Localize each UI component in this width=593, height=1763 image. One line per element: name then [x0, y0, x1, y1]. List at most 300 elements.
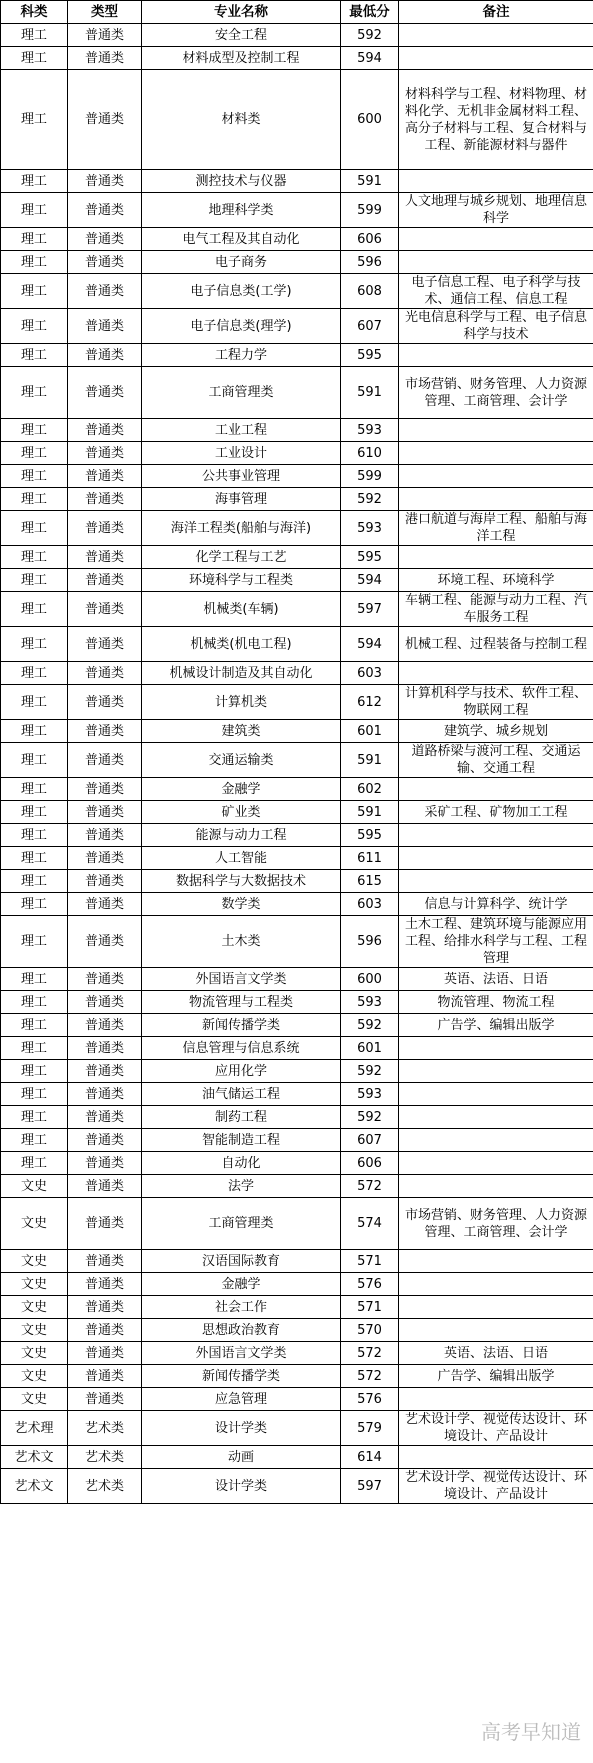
- cell-type: 普通类: [68, 367, 142, 419]
- table-row: [1, 1342, 593, 1365]
- cell-type: 普通类: [68, 1083, 142, 1106]
- table-row: [1, 1365, 593, 1388]
- cell-category: 理工: [1, 592, 68, 627]
- cell-remarks: [399, 1037, 593, 1060]
- cell-remarks: [399, 870, 593, 893]
- cell-remarks: [399, 778, 593, 801]
- cell-remarks: [399, 1083, 593, 1106]
- cell-remarks: 车辆工程、能源与动力工程、汽车服务工程: [399, 592, 593, 627]
- table-row: [1, 70, 593, 170]
- cell-min-score: 593: [341, 419, 399, 442]
- cell-major: 安全工程: [142, 24, 341, 47]
- cell-remarks: [399, 1388, 593, 1411]
- cell-major: 制药工程: [142, 1106, 341, 1129]
- table-row: [1, 991, 593, 1014]
- cell-major: 工程力学: [142, 344, 341, 367]
- cell-category: 文史: [1, 1175, 68, 1198]
- table-row: [1, 1273, 593, 1296]
- cell-major: 设计学类: [142, 1411, 341, 1446]
- cell-major: 设计学类: [142, 1469, 341, 1504]
- cell-min-score: 595: [341, 344, 399, 367]
- cell-category: 理工: [1, 824, 68, 847]
- cell-min-score: 603: [341, 662, 399, 685]
- cell-category: 理工: [1, 968, 68, 991]
- cell-category: 理工: [1, 685, 68, 720]
- watermark-text: 高考早知道: [481, 1720, 581, 1744]
- cell-type: 普通类: [68, 1129, 142, 1152]
- table-row: [1, 1296, 593, 1319]
- cell-remarks: [399, 1152, 593, 1175]
- cell-remarks: [399, 419, 593, 442]
- table-row: [1, 662, 593, 685]
- cell-remarks: 广告学、编辑出版学: [399, 1014, 593, 1037]
- cell-category: 理工: [1, 419, 68, 442]
- cell-min-score: 591: [341, 367, 399, 419]
- table-row: [1, 511, 593, 546]
- cell-major: 海事管理: [142, 488, 341, 511]
- cell-remarks: [399, 1446, 593, 1469]
- cell-type: 普通类: [68, 1342, 142, 1365]
- cell-type: 普通类: [68, 274, 142, 309]
- cell-major: 材料成型及控制工程: [142, 47, 341, 70]
- cell-remarks: 艺术设计学、视觉传达设计、环境设计、产品设计: [399, 1469, 593, 1504]
- header-major: 专业名称: [142, 1, 341, 24]
- table-row: [1, 1319, 593, 1342]
- cell-remarks: [399, 662, 593, 685]
- cell-type: 普通类: [68, 1365, 142, 1388]
- cell-category: 理工: [1, 778, 68, 801]
- cell-min-score: 612: [341, 685, 399, 720]
- table-row: [1, 465, 593, 488]
- cell-type: 普通类: [68, 1037, 142, 1060]
- cell-remarks: 计算机科学与技术、软件工程、物联网工程: [399, 685, 593, 720]
- table-row: [1, 1106, 593, 1129]
- table-row: [1, 488, 593, 511]
- cell-type: 普通类: [68, 847, 142, 870]
- header-min-score: 最低分: [341, 1, 399, 24]
- cell-category: 理工: [1, 344, 68, 367]
- table-row: [1, 1175, 593, 1198]
- cell-major: 矿业类: [142, 801, 341, 824]
- cell-remarks: 光电信息科学与工程、电子信息科学与技术: [399, 309, 593, 344]
- cell-min-score: 607: [341, 1129, 399, 1152]
- cell-category: 文史: [1, 1273, 68, 1296]
- cell-type: 普通类: [68, 801, 142, 824]
- cell-min-score: 591: [341, 801, 399, 824]
- cell-type: 普通类: [68, 662, 142, 685]
- cell-major: 电子信息类(理学): [142, 309, 341, 344]
- cell-remarks: 道路桥梁与渡河工程、交通运输、交通工程: [399, 743, 593, 778]
- cell-type: 普通类: [68, 251, 142, 274]
- cell-category: 理工: [1, 720, 68, 743]
- table-row: [1, 720, 593, 743]
- cell-min-score: 572: [341, 1342, 399, 1365]
- table-row: [1, 228, 593, 251]
- cell-category: 理工: [1, 847, 68, 870]
- cell-category: 理工: [1, 627, 68, 662]
- cell-remarks: 英语、法语、日语: [399, 1342, 593, 1365]
- table-row: [1, 274, 593, 309]
- table-row: [1, 309, 593, 344]
- cell-type: 普通类: [68, 228, 142, 251]
- table-row: [1, 170, 593, 193]
- cell-category: 理工: [1, 991, 68, 1014]
- cell-remarks: [399, 24, 593, 47]
- cell-remarks: 土木工程、建筑环境与能源应用工程、给排水科学与工程、工程管理: [399, 916, 593, 968]
- cell-min-score: 571: [341, 1296, 399, 1319]
- cell-major: 应用化学: [142, 1060, 341, 1083]
- cell-remarks: [399, 344, 593, 367]
- cell-min-score: 596: [341, 251, 399, 274]
- cell-min-score: 597: [341, 1469, 399, 1504]
- cell-min-score: 600: [341, 968, 399, 991]
- cell-major: 应急管理: [142, 1388, 341, 1411]
- cell-category: 文史: [1, 1365, 68, 1388]
- table-row: [1, 251, 593, 274]
- cell-remarks: [399, 1175, 593, 1198]
- cell-remarks: 艺术设计学、视觉传达设计、环境设计、产品设计: [399, 1411, 593, 1446]
- table-row: [1, 592, 593, 627]
- cell-major: 金融学: [142, 1273, 341, 1296]
- cell-major: 油气储运工程: [142, 1083, 341, 1106]
- cell-major: 外国语言文学类: [142, 1342, 341, 1365]
- cell-major: 计算机类: [142, 685, 341, 720]
- table-row: [1, 870, 593, 893]
- cell-remarks: [399, 251, 593, 274]
- cell-remarks: [399, 488, 593, 511]
- cell-min-score: 593: [341, 991, 399, 1014]
- table-row: [1, 367, 593, 419]
- cell-major: 公共事业管理: [142, 465, 341, 488]
- cell-remarks: [399, 1060, 593, 1083]
- cell-category: 文史: [1, 1342, 68, 1365]
- cell-major: 建筑类: [142, 720, 341, 743]
- header-row: [1, 1, 593, 24]
- cell-type: 普通类: [68, 592, 142, 627]
- cell-type: 普通类: [68, 170, 142, 193]
- table-row: [1, 419, 593, 442]
- cell-type: 普通类: [68, 720, 142, 743]
- cell-min-score: 595: [341, 824, 399, 847]
- table-row: [1, 685, 593, 720]
- table-row: [1, 627, 593, 662]
- cell-type: 普通类: [68, 47, 142, 70]
- cell-type: 普通类: [68, 968, 142, 991]
- cell-type: 普通类: [68, 685, 142, 720]
- cell-category: 理工: [1, 251, 68, 274]
- cell-major: 法学: [142, 1175, 341, 1198]
- table-row: [1, 778, 593, 801]
- cell-category: 艺术理: [1, 1411, 68, 1446]
- cell-category: 理工: [1, 1106, 68, 1129]
- cell-category: 理工: [1, 870, 68, 893]
- cell-min-score: 601: [341, 720, 399, 743]
- cell-remarks: [399, 228, 593, 251]
- table-row: [1, 801, 593, 824]
- cell-min-score: 600: [341, 70, 399, 170]
- cell-category: 理工: [1, 193, 68, 228]
- table-row: [1, 1469, 593, 1504]
- cell-type: 普通类: [68, 1273, 142, 1296]
- cell-remarks: 建筑学、城乡规划: [399, 720, 593, 743]
- cell-major: 土木类: [142, 916, 341, 968]
- cell-remarks: 人文地理与城乡规划、地理信息科学: [399, 193, 593, 228]
- cell-min-score: 591: [341, 170, 399, 193]
- cell-major: 数据科学与大数据技术: [142, 870, 341, 893]
- cell-major: 环境科学与工程类: [142, 569, 341, 592]
- cell-min-score: 597: [341, 592, 399, 627]
- cell-remarks: [399, 1129, 593, 1152]
- cell-min-score: 602: [341, 778, 399, 801]
- cell-category: 理工: [1, 24, 68, 47]
- cell-type: 普通类: [68, 1388, 142, 1411]
- cell-min-score: 592: [341, 24, 399, 47]
- cell-min-score: 593: [341, 511, 399, 546]
- cell-min-score: 601: [341, 1037, 399, 1060]
- table-row: [1, 344, 593, 367]
- cell-category: 理工: [1, 893, 68, 916]
- cell-category: 理工: [1, 662, 68, 685]
- cell-min-score: 576: [341, 1388, 399, 1411]
- cell-type: 普通类: [68, 1175, 142, 1198]
- table-row: [1, 546, 593, 569]
- cell-type: 普通类: [68, 419, 142, 442]
- cell-remarks: 物流管理、物流工程: [399, 991, 593, 1014]
- cell-category: 理工: [1, 367, 68, 419]
- cell-major: 机械类(机电工程): [142, 627, 341, 662]
- cell-category: 理工: [1, 228, 68, 251]
- cell-remarks: [399, 1106, 593, 1129]
- cell-remarks: 机械工程、过程装备与控制工程: [399, 627, 593, 662]
- table-row: [1, 1037, 593, 1060]
- table-row: [1, 193, 593, 228]
- table-row: [1, 24, 593, 47]
- cell-remarks: [399, 47, 593, 70]
- cell-major: 外国语言文学类: [142, 968, 341, 991]
- cell-remarks: [399, 824, 593, 847]
- cell-min-score: 606: [341, 228, 399, 251]
- cell-major: 金融学: [142, 778, 341, 801]
- table-row: [1, 442, 593, 465]
- cell-remarks: [399, 465, 593, 488]
- cell-major: 新闻传播学类: [142, 1365, 341, 1388]
- cell-type: 普通类: [68, 569, 142, 592]
- cell-min-score: 596: [341, 916, 399, 968]
- cell-major: 电子信息类(工学): [142, 274, 341, 309]
- cell-type: 普通类: [68, 70, 142, 170]
- header-type: 类型: [68, 1, 142, 24]
- cell-type: 艺术类: [68, 1446, 142, 1469]
- cell-min-score: 594: [341, 627, 399, 662]
- cell-major: 工业设计: [142, 442, 341, 465]
- cell-major: 机械类(车辆): [142, 592, 341, 627]
- table-row: [1, 1388, 593, 1411]
- cell-major: 工业工程: [142, 419, 341, 442]
- cell-major: 智能制造工程: [142, 1129, 341, 1152]
- cell-type: 普通类: [68, 193, 142, 228]
- cell-category: 理工: [1, 274, 68, 309]
- cell-type: 艺术类: [68, 1469, 142, 1504]
- table-row: [1, 1152, 593, 1175]
- cell-category: 理工: [1, 442, 68, 465]
- table-row: [1, 743, 593, 778]
- cell-type: 普通类: [68, 1060, 142, 1083]
- cell-remarks: 市场营销、财务管理、人力资源管理、工商管理、会计学: [399, 367, 593, 419]
- cell-category: 理工: [1, 1152, 68, 1175]
- cell-type: 普通类: [68, 309, 142, 344]
- table-row: [1, 1250, 593, 1273]
- cell-category: 理工: [1, 801, 68, 824]
- cell-major: 自动化: [142, 1152, 341, 1175]
- cell-category: 文史: [1, 1319, 68, 1342]
- cell-remarks: 港口航道与海岸工程、船舶与海洋工程: [399, 511, 593, 546]
- cell-major: 新闻传播学类: [142, 1014, 341, 1037]
- cell-remarks: [399, 442, 593, 465]
- cell-min-score: 571: [341, 1250, 399, 1273]
- cell-remarks: 采矿工程、矿物加工工程: [399, 801, 593, 824]
- cell-major: 海洋工程类(船舶与海洋): [142, 511, 341, 546]
- table-row: [1, 1446, 593, 1469]
- cell-major: 机械设计制造及其自动化: [142, 662, 341, 685]
- cell-type: 普通类: [68, 465, 142, 488]
- cell-type: 普通类: [68, 824, 142, 847]
- table-row: [1, 1083, 593, 1106]
- header-category: 科类: [1, 1, 68, 24]
- cell-major: 信息管理与信息系统: [142, 1037, 341, 1060]
- cell-type: 普通类: [68, 24, 142, 47]
- table-row: [1, 569, 593, 592]
- table-row: [1, 824, 593, 847]
- cell-type: 普通类: [68, 1106, 142, 1129]
- header-remarks: 备注: [399, 1, 593, 24]
- cell-min-score: 570: [341, 1319, 399, 1342]
- cell-min-score: 592: [341, 488, 399, 511]
- cell-major: 思想政治教育: [142, 1319, 341, 1342]
- cell-min-score: 594: [341, 47, 399, 70]
- table-row: [1, 1060, 593, 1083]
- cell-major: 数学类: [142, 893, 341, 916]
- cell-major: 动画: [142, 1446, 341, 1469]
- table-row: [1, 916, 593, 968]
- cell-major: 化学工程与工艺: [142, 546, 341, 569]
- cell-min-score: 591: [341, 743, 399, 778]
- cell-category: 理工: [1, 1037, 68, 1060]
- cell-category: 文史: [1, 1296, 68, 1319]
- cell-min-score: 603: [341, 893, 399, 916]
- cell-type: 普通类: [68, 1319, 142, 1342]
- cell-category: 理工: [1, 1014, 68, 1037]
- cell-min-score: 576: [341, 1273, 399, 1296]
- cell-category: 理工: [1, 47, 68, 70]
- cell-min-score: 610: [341, 442, 399, 465]
- cell-type: 普通类: [68, 511, 142, 546]
- cell-category: 理工: [1, 1060, 68, 1083]
- cell-min-score: 614: [341, 1446, 399, 1469]
- cell-type: 普通类: [68, 893, 142, 916]
- cell-category: 文史: [1, 1198, 68, 1250]
- cell-min-score: 592: [341, 1060, 399, 1083]
- cell-category: 理工: [1, 916, 68, 968]
- cell-remarks: [399, 1319, 593, 1342]
- cell-min-score: 595: [341, 546, 399, 569]
- cell-category: 理工: [1, 70, 68, 170]
- cell-type: 普通类: [68, 488, 142, 511]
- cell-type: 普通类: [68, 1198, 142, 1250]
- cell-min-score: 574: [341, 1198, 399, 1250]
- cell-major: 电子商务: [142, 251, 341, 274]
- cell-remarks: 电子信息工程、电子科学与技术、通信工程、信息工程: [399, 274, 593, 309]
- cell-category: 理工: [1, 1083, 68, 1106]
- cell-category: 理工: [1, 1129, 68, 1152]
- cell-category: 理工: [1, 546, 68, 569]
- cell-min-score: 594: [341, 569, 399, 592]
- cell-remarks: 材料科学与工程、材料物理、材料化学、无机非金属材料工程、高分子材料与工程、复合材料与工程、新能源材料与器件: [399, 70, 593, 170]
- cell-type: 普通类: [68, 1152, 142, 1175]
- cell-major: 交通运输类: [142, 743, 341, 778]
- cell-category: 理工: [1, 465, 68, 488]
- cell-min-score: 599: [341, 193, 399, 228]
- cell-remarks: 环境工程、环境科学: [399, 569, 593, 592]
- cell-min-score: 615: [341, 870, 399, 893]
- cell-min-score: 572: [341, 1365, 399, 1388]
- cell-category: 艺术文: [1, 1469, 68, 1504]
- cell-major: 电气工程及其自动化: [142, 228, 341, 251]
- table-row: [1, 893, 593, 916]
- cell-type: 普通类: [68, 743, 142, 778]
- table-row: [1, 847, 593, 870]
- cell-major: 能源与动力工程: [142, 824, 341, 847]
- cell-remarks: 广告学、编辑出版学: [399, 1365, 593, 1388]
- table-row: [1, 1198, 593, 1250]
- cell-min-score: 572: [341, 1175, 399, 1198]
- cell-remarks: [399, 1250, 593, 1273]
- cell-min-score: 607: [341, 309, 399, 344]
- cell-type: 普通类: [68, 916, 142, 968]
- cell-major: 材料类: [142, 70, 341, 170]
- cell-remarks: [399, 170, 593, 193]
- table-row: [1, 47, 593, 70]
- cell-type: 普通类: [68, 344, 142, 367]
- cell-type: 普通类: [68, 1296, 142, 1319]
- cell-major: 工商管理类: [142, 1198, 341, 1250]
- cell-remarks: 市场营销、财务管理、人力资源管理、工商管理、会计学: [399, 1198, 593, 1250]
- cell-remarks: [399, 1296, 593, 1319]
- cell-remarks: [399, 1273, 593, 1296]
- cell-type: 普通类: [68, 991, 142, 1014]
- cell-category: 艺术文: [1, 1446, 68, 1469]
- table-row: [1, 1129, 593, 1152]
- cell-type: 普通类: [68, 870, 142, 893]
- cell-category: 理工: [1, 743, 68, 778]
- cell-major: 地理科学类: [142, 193, 341, 228]
- cell-min-score: 606: [341, 1152, 399, 1175]
- cell-category: 理工: [1, 569, 68, 592]
- cell-category: 理工: [1, 511, 68, 546]
- cell-major: 社会工作: [142, 1296, 341, 1319]
- cell-min-score: 599: [341, 465, 399, 488]
- cell-category: 理工: [1, 170, 68, 193]
- cell-major: 物流管理与工程类: [142, 991, 341, 1014]
- cell-min-score: 608: [341, 274, 399, 309]
- table-row: [1, 1014, 593, 1037]
- cell-min-score: 579: [341, 1411, 399, 1446]
- table-row: [1, 1411, 593, 1446]
- cell-category: 理工: [1, 488, 68, 511]
- cell-remarks: 英语、法语、日语: [399, 968, 593, 991]
- cell-category: 文史: [1, 1388, 68, 1411]
- cell-type: 艺术类: [68, 1411, 142, 1446]
- cell-category: 理工: [1, 309, 68, 344]
